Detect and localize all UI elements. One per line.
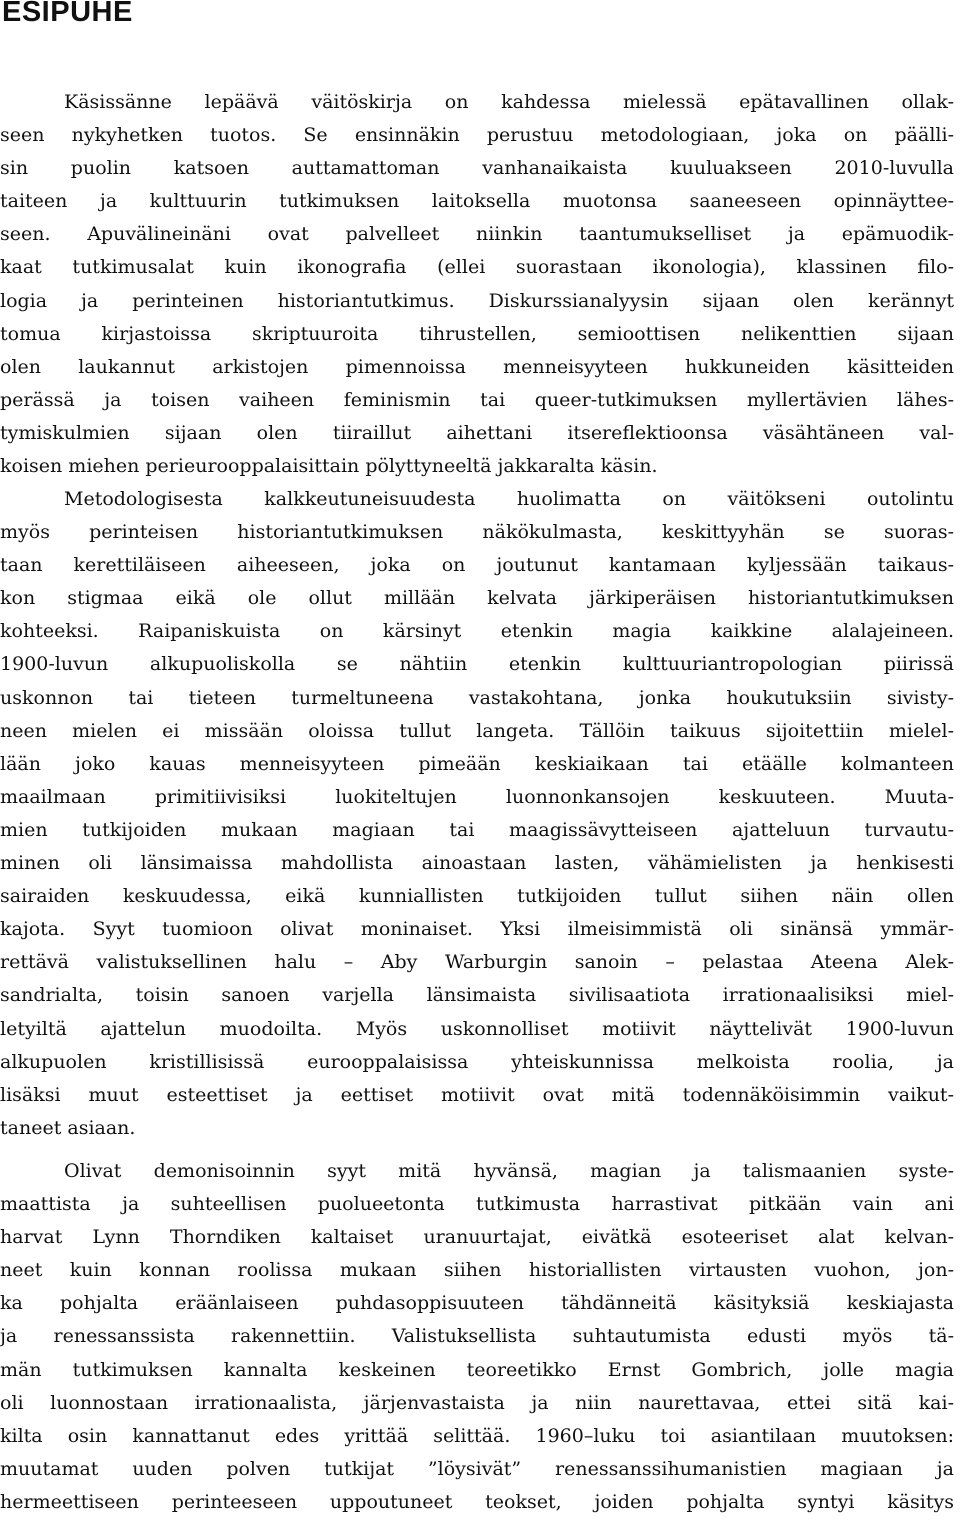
paragraph-line: neet kuin konnan roolissa mukaan siihen historiallisten virtausten vuohon, jon- [0, 1259, 954, 1282]
paragraph-line: perässä ja toisen vaiheen feminismin tai queer-tutkimuksen myllertävien lähes- [0, 388, 954, 411]
paragraph-2 [0, 483, 960, 1145]
paragraph-line: muutamat uuden polven tutkijat ”löysivät” renessanssihumanistien magiaan ja [0, 1457, 954, 1480]
paragraph-line: sin puolin katsoen auttamattoman vanhanaikaista kuuluakseen 2010-luvulla [0, 157, 954, 180]
paragraph-line: oli luonnostaan irrationaalista, järjenvastaista ja niin naurettavaa, ettei sitä kai- [0, 1391, 954, 1414]
paragraph-line: kon stigmaa eikä ole ollut millään kelvata järkiperäisen historiantutkimuksen [0, 587, 954, 610]
paragraph-line: letyiltä ajattelun muodoilta. Myös uskonnolliset motiivit näyttelivät 1900-luvun [0, 1017, 954, 1040]
paragraph-line: maattista ja suhteellisen puolueetonta tutkimusta harrastivat pitkään vain ani [0, 1193, 954, 1216]
paragraph-line: tomua kirjastoissa skriptuuroita tihrustellen, semioottisen nelikenttien sijaan [0, 322, 954, 345]
paragraph-line: lään joko kauas menneisyyteen pimeään keskiaikaan tai etäälle kolmanteen [0, 752, 954, 775]
paragraph-1 [0, 86, 960, 483]
paragraph-line: taneet asiaan. [0, 1116, 136, 1139]
paragraph-line: seen. Apuvälineinäni ovat palvelleet niinkin taantumukselliset ja epämuodik- [0, 223, 954, 246]
paragraph-line: Metodologisesta kalkkeutuneisuudesta huolimatta on väitökseni outolintu [64, 488, 954, 510]
paragraph-line: män tutkimuksen kannalta keskeinen teoreetikko Ernst Gombrich, jolle magia [0, 1358, 954, 1381]
paragraph-line: taan kerettiläiseen aiheeseen, joka on joutunut kantamaan kyljessään taikaus- [0, 554, 954, 577]
paragraph-line: sairaiden keskuudessa, eikä kunniallisten tutkijoiden tullut siihen näin ollen [0, 885, 954, 908]
paragraph-line: lisäksi muut esteettiset ja eettiset motiivit ovat mitä todennäköisimmin vaikut- [0, 1083, 954, 1106]
paragraph-line: ka pohjalta eräänlaiseen puhdasoppisuuteen tähdänneitä käsityksiä keskiajasta [0, 1292, 954, 1315]
paragraph-line: logia ja perinteinen historiantutkimus. Diskurssianalyysin sijaan olen kerännyt [0, 289, 954, 312]
paragraph-line: rettävä valistuksellinen halu – Aby Warburgin sanoin – pelastaa Ateena Alek- [0, 951, 954, 974]
paragraph-line: neen mielen ei missään oloissa tullut langeta. Tällöin taikuus sijoitettiin mielel- [0, 719, 954, 742]
paragraph-line: myös perinteisen historiantutkimuksen näkökulmasta, keskittyyhän se suoras- [0, 521, 954, 544]
page-title: ESIPUHE [2, 0, 133, 28]
paragraph-3 [0, 1155, 960, 1519]
paragraph-line: seen nykyhetken tuotos. Se ensinnäkin perustuu metodologiaan, joka on päälli- [0, 124, 954, 147]
paragraph-line: hermeettiseen perinteeseen uppoutuneet teokset, joiden pohjalta syntyi käsitys [0, 1490, 954, 1513]
paragraph-line: kilta osin kannattanut edes yrittää selittää. 1960–luku toi asiantilaan muutoksen: [0, 1424, 954, 1447]
paragraph-line: tymiskulmien sijaan olen tiiraillut aihettani itsereflektioonsa väsähtäneen val- [0, 421, 954, 444]
paragraph-line: mien tutkijoiden mukaan magiaan tai maagissävytteiseen ajatteluun turvautu- [0, 818, 954, 841]
paragraph-line: alkupuolen kristillisissä eurooppalaisissa yhteiskunnissa melkoista roolia, ja [0, 1050, 954, 1073]
paragraph-line: kaat tutkimusalat kuin ikonografia (ellei suorastaan ikonologia), klassinen filo- [0, 256, 954, 279]
paragraph-line: kajota. Syyt tuomioon olivat moninaiset. Yksi ilmeisimmistä oli sinänsä ymmär- [0, 918, 954, 941]
paragraph-line: sandrialta, toisin sanoen varjella länsimaista sivilisaatiota irrationaalisiksi miel- [0, 984, 954, 1007]
paragraph-line: maailmaan primitiivisiksi luokiteltujen luonnonkansojen keskuuteen. Muuta- [0, 785, 954, 808]
paragraph-line: harvat Lynn Thorndiken kaltaiset uranuurtajat, eivätkä esoteeriset alat kelvan- [0, 1226, 954, 1249]
paragraph-line: uskonnon tai tieteen turmeltuneena vastakohtana, jonka houkutuksiin sivisty- [0, 686, 954, 709]
paragraph-line: olen laukannut arkistojen pimennoissa menneisyyteen hukkuneiden käsitteiden [0, 355, 954, 378]
paragraph-line: koisen miehen perieurooppalaisittain pölyttyneeltä jakkaralta käsin. [0, 455, 658, 478]
paragraph-line: ja renessanssista rakennettiin. Valistuksellista suhtautumista edusti myös tä- [0, 1325, 954, 1348]
paragraph-line: taiteen ja kulttuurin tutkimuksen laitoksella muotonsa saaneeseen opinnäyttee- [0, 190, 954, 213]
paragraph-line: Käsissänne lepäävä väitöskirja on kahdessa mielessä epätavallinen ollak- [64, 91, 954, 113]
paragraph-line: 1900-luvun alkupuoliskolla se nähtiin etenkin kulttuuriantropologian piirissä [0, 653, 954, 676]
paragraph-line: minen oli länsimaissa mahdollista ainoastaan lasten, vähämielisten ja henkisesti [0, 852, 954, 875]
paragraph-line: Olivat demonisoinnin syyt mitä hyvänsä, magian ja talismaanien syste- [64, 1160, 954, 1182]
paragraph-line: kohteeksi. Raipaniskuista on kärsinyt etenkin magia kaikkine alalajeineen. [0, 620, 954, 643]
